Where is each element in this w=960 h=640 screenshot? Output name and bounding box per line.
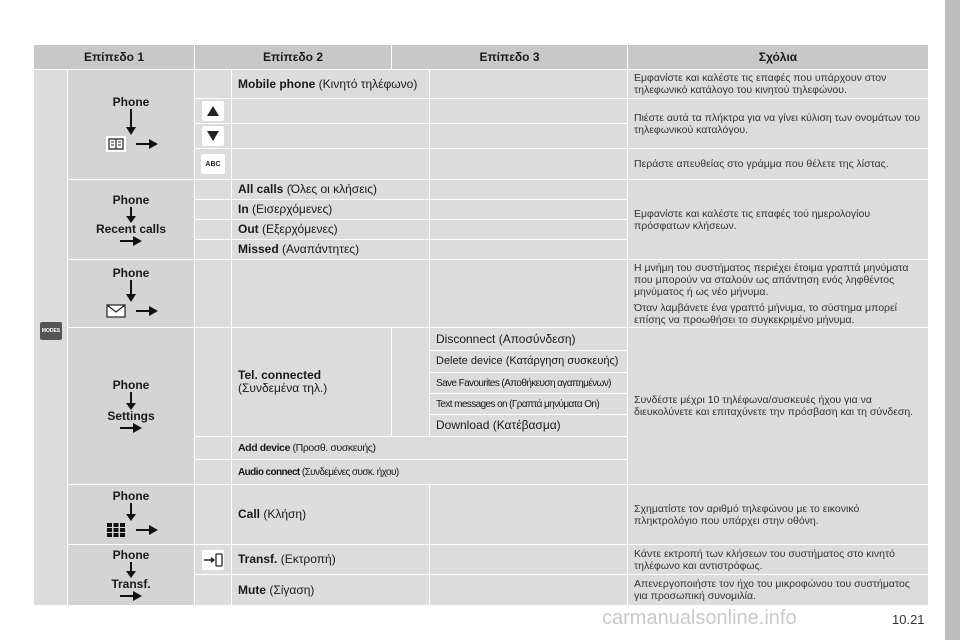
arrow-down-icon [126, 207, 136, 223]
header-comments: Σχόλια [628, 45, 929, 70]
transfer-note: Κάντε εκτροπή των κλήσεων του συστήματος στο κινητό τηλέφωνο και αντιστρόφως. [628, 545, 929, 575]
arrow-down-icon [126, 562, 136, 578]
save-favourites-option[interactable]: Save Favourites (Αποθήκευση αγαπημένων) [430, 373, 628, 394]
recent-note: Εμφανίστε και καλέστε τις επαφές τού ημερολογίου πρόσφατων κλήσεων. [628, 180, 929, 260]
delete-device-option[interactable]: Delete device (Κατάργηση συσκευής) [430, 351, 628, 373]
watermark: carmanualsonline.info [602, 607, 797, 629]
up-arrow-icon [202, 101, 224, 121]
mute-note: Απενεργοποιήστε τον ήχο του μικροφώνου του συστήματος για προσωπική συνομιλία. [628, 575, 929, 606]
phonebook-note: Εμφανίστε και καλέστε τις επαφές που υπάρχουν στον τηλεφωνικό κατάλογο του κινητού τηλεφώνου. [628, 70, 929, 99]
call-cell: Call (Κλήση) [232, 485, 430, 545]
mute-cell: Mute (Σίγαση) [232, 575, 430, 606]
keypad-l2-cell: Phone [68, 485, 195, 545]
menu-table [33, 44, 929, 606]
scroll-note: Πιέστε αυτά τα πλήκτρα για να γίνει κύλιση των ονομάτων του τηλεφωνικού καταλόγου. [628, 99, 929, 149]
settings-note: Συνδέστε μέχρι 10 τηλέφωνα/συσκευές ήχου για να διευκολύνετε και επιταχύνετε την πρόσβαση και τη σύνδεση. [628, 328, 929, 485]
transfer-l2-cell: Phone Transf. [68, 545, 195, 606]
header-row [34, 45, 929, 70]
disconnect-option[interactable]: Disconnect (Αποσύνδεση) [430, 328, 628, 351]
header-level-3: Επίπεδο 3 [392, 45, 628, 70]
audio-connect-cell: Audio connect (Συνδεμένες συσκ. ήχου) [232, 460, 628, 485]
missed-calls-cell: Missed (Αναπάντητες) [232, 240, 430, 260]
settings-l2-cell: Phone Settings [68, 328, 195, 485]
header-level-1: Επίπεδο 1 [34, 45, 195, 70]
mobile-phone-cell: Mobile phone (Κινητό τηλέφωνο) [232, 70, 430, 99]
all-calls-cell: All calls (Όλες οι κλήσεις) [232, 180, 430, 200]
modes-button[interactable]: MODES [40, 322, 62, 340]
phonebook-icon [104, 135, 128, 153]
messages-l2-cell: Phone [68, 260, 195, 328]
arrow-right-icon [136, 139, 158, 149]
messages-note: Η μνήμη του συστήματος περιέχει έτοιμα γραπτά μηνύματα που μπορούν να σταλούν ως απάντηση ενός ληφθέντος μηνύματος ή ως νέο μήνυμα. Όταν λαμβάνετε ένα γραπτό μήνυμα, το σύστημα μπορεί επίσης να προωθήσει το συγκεκριμένο μήνυμα. [628, 260, 929, 328]
recent-l2-cell: Phone Recent calls [68, 180, 195, 260]
keypad-note: Σχηματίστε τον αριθμό τηλεφώνου με το εικονικό πληκτρολόγιο που υπάρχει στην οθόνη. [628, 485, 929, 545]
in-calls-cell: In (Εισερχόμενες) [232, 200, 430, 220]
arrow-down-icon [126, 109, 136, 135]
page-number: 10.21 [892, 612, 925, 627]
out-calls-cell: Out (Εξερχόμενες) [232, 220, 430, 240]
arrow-down-icon [126, 392, 136, 410]
side-tab [945, 0, 960, 640]
transfer-cell: Transf. (Εκτροπή) [232, 545, 430, 575]
phone-label: Phone [112, 95, 150, 109]
envelope-icon [104, 302, 128, 320]
arrow-down-icon [126, 503, 136, 521]
arrow-right-icon [120, 591, 142, 601]
arrow-right-icon [136, 525, 158, 535]
add-device-cell: Add device (Προσθ. συσκευής) [232, 437, 628, 460]
abc-note: Περάστε απευθείας στο γράμμα που θέλετε της λίστας. [628, 149, 929, 180]
tel-connected-cell: Tel. connected (Συνδεμένα τηλ.) [232, 328, 392, 437]
arrow-right-icon [120, 423, 142, 433]
abc-icon: ABC [201, 154, 225, 174]
arrow-down-icon [126, 280, 136, 302]
arrow-right-icon [136, 306, 158, 316]
arrow-right-icon [120, 236, 142, 246]
text-messages-option[interactable]: Text messages on (Γραπτά μηνύματα On) [430, 394, 628, 415]
down-arrow-icon [202, 126, 224, 146]
transfer-icon [202, 550, 224, 570]
keypad-icon [104, 521, 128, 539]
phonebook-l2-cell [68, 70, 195, 180]
header-level-2: Επίπεδο 2 [195, 45, 392, 70]
download-option[interactable]: Download (Κατέβασμα) [430, 415, 628, 437]
